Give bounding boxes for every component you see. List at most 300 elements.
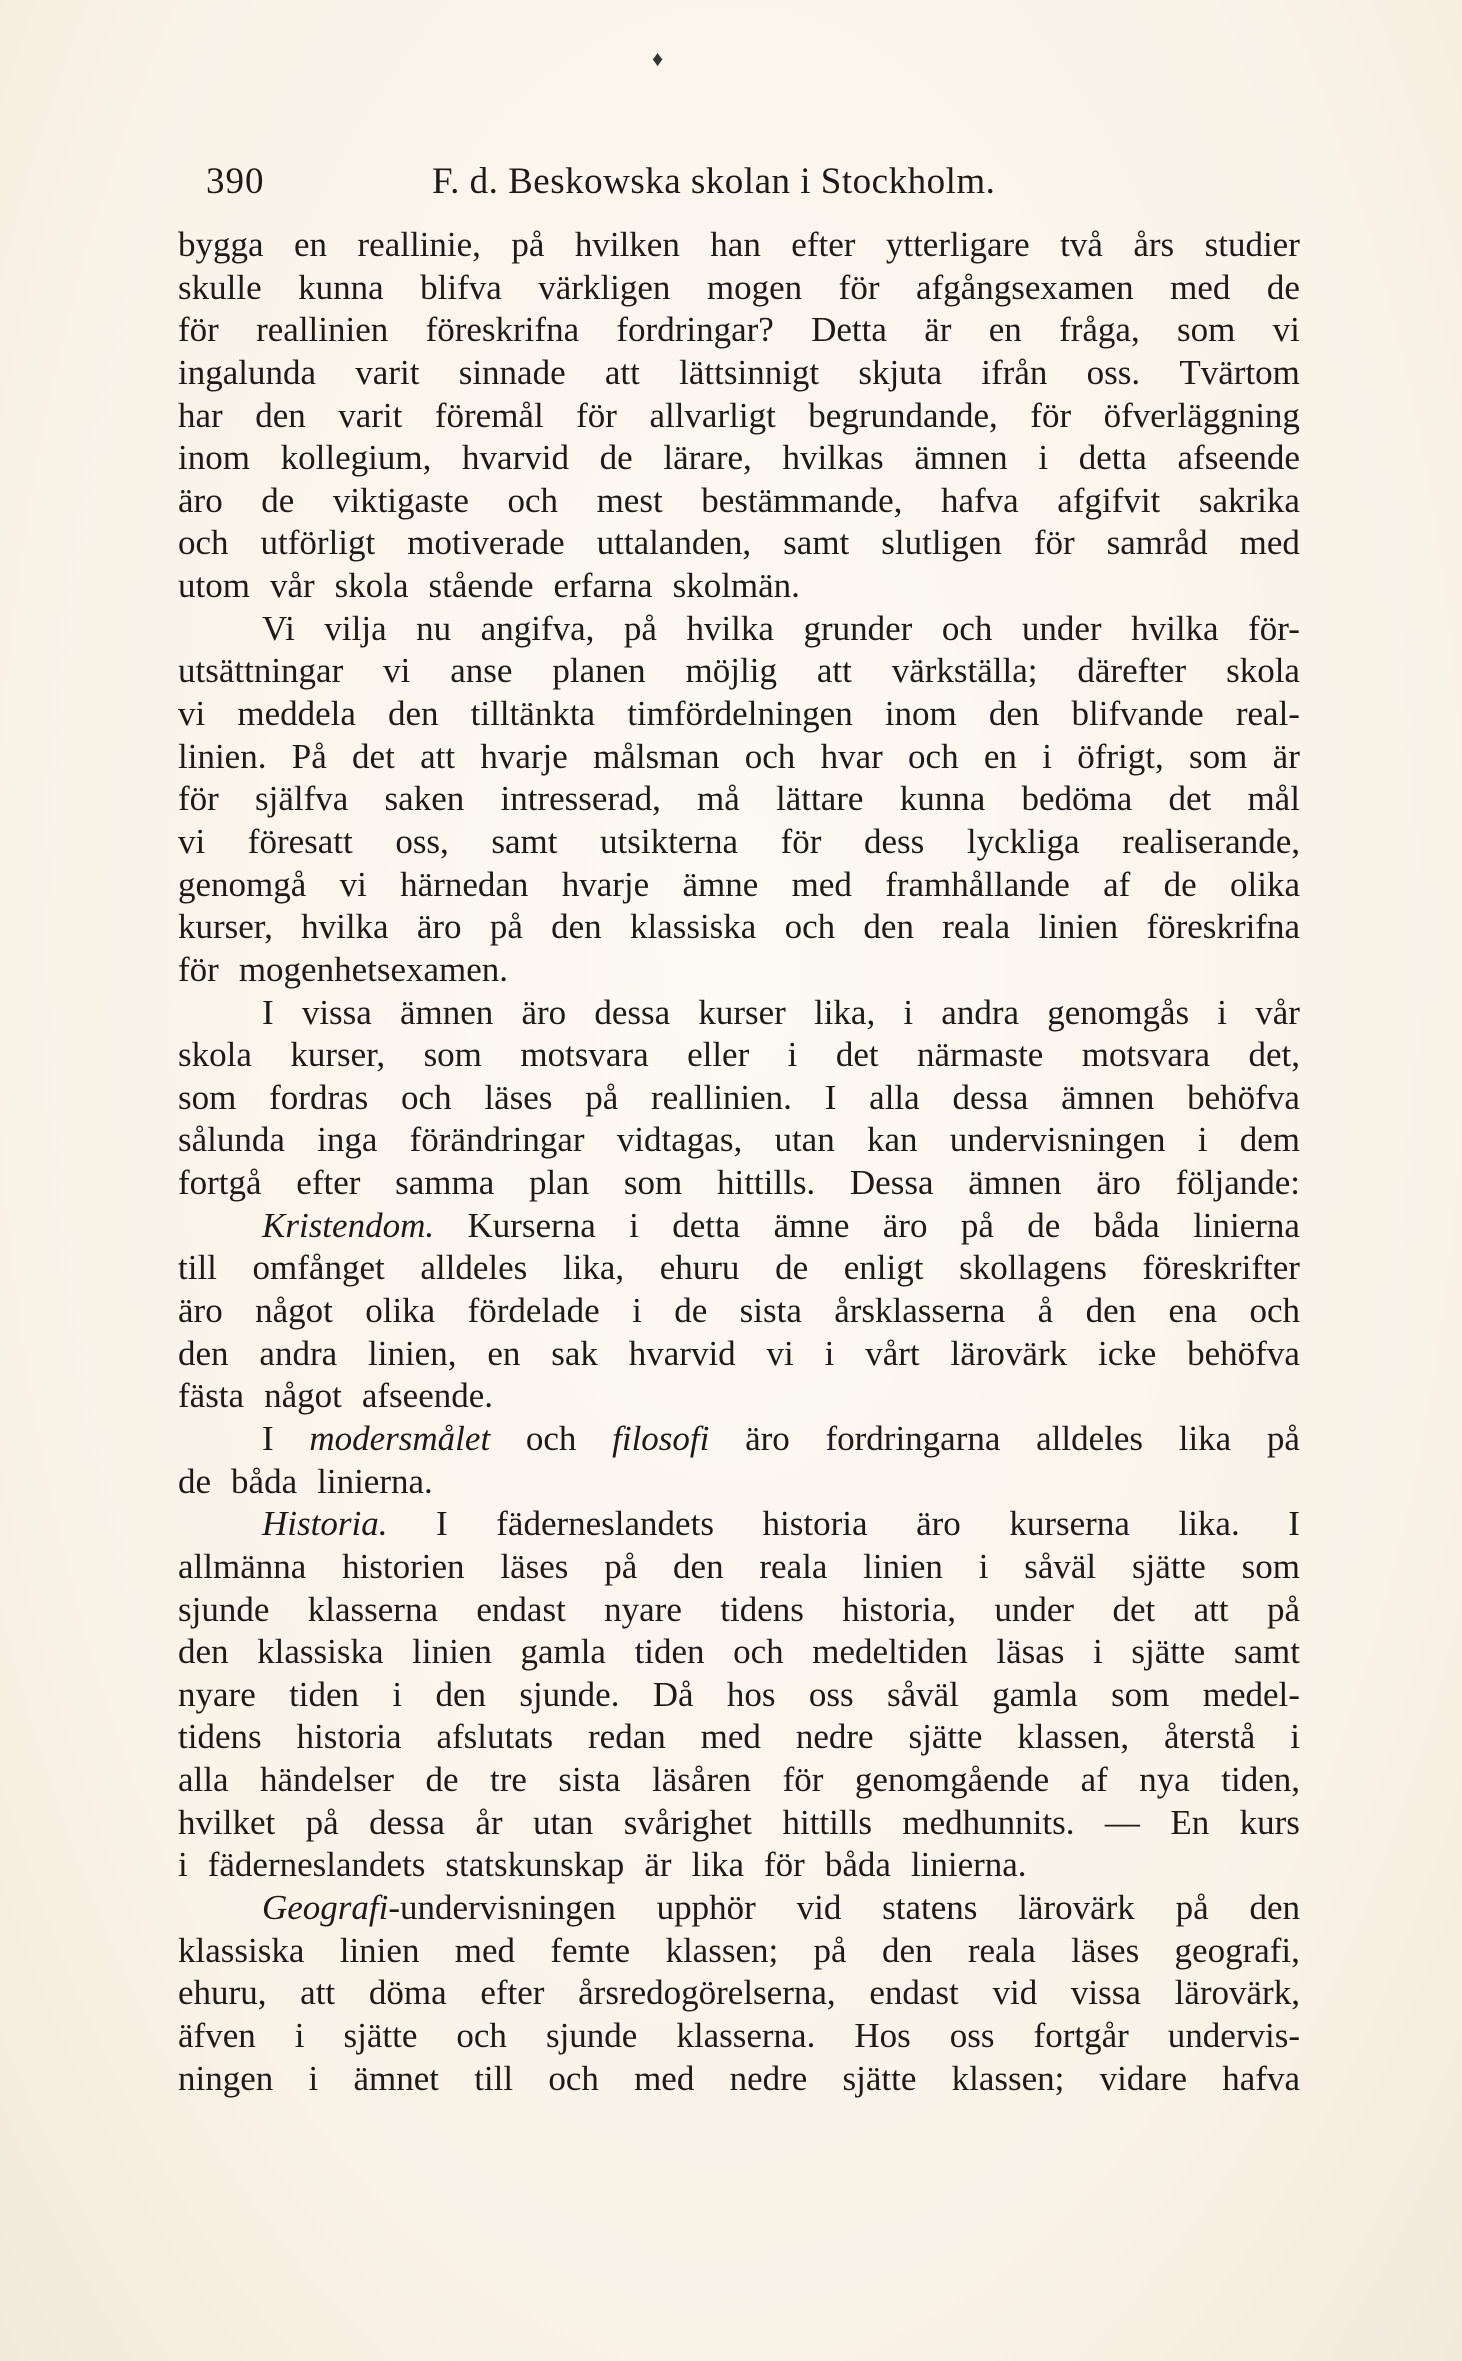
text-segment: bestämmande,: [701, 480, 903, 520]
text-segment: hvilka: [301, 907, 389, 947]
word: [417, 906, 462, 949]
text-segment: blifvande: [1071, 694, 1204, 734]
word: [844, 1247, 924, 1290]
word: [1077, 650, 1186, 693]
text-segment: på: [489, 907, 523, 947]
word: [1059, 309, 1140, 352]
word: [340, 864, 367, 907]
word: [858, 352, 942, 395]
text-segment: i: [978, 1546, 989, 1586]
word: [500, 1546, 568, 1589]
text-segment: och: [178, 523, 229, 563]
word: [1194, 1589, 1229, 1632]
text-segment: och: [507, 480, 559, 520]
word: [979, 1546, 989, 1589]
word: [672, 1205, 740, 1248]
word: [297, 1716, 402, 1759]
text-segment: vissa: [1070, 1973, 1141, 2013]
word: [814, 1930, 847, 1973]
word: [178, 821, 205, 864]
word: [178, 1631, 229, 1674]
word: [892, 650, 1038, 693]
text-segment: lärovärk: [950, 1333, 1068, 1373]
text-line: [178, 267, 1300, 310]
word: [916, 1503, 961, 1546]
word: [1060, 224, 1103, 267]
word: [178, 949, 229, 992]
word: [630, 906, 756, 949]
text-segment: som: [1111, 1674, 1170, 1714]
text-segment: sista: [558, 1760, 621, 1800]
word: [295, 2015, 305, 2058]
text-segment: oss: [808, 1674, 854, 1714]
text-segment: närmaste: [917, 1035, 1044, 1075]
word: [420, 736, 455, 779]
word: [562, 864, 649, 907]
text-segment: reallinien.: [651, 1077, 792, 1117]
word: [984, 736, 1017, 779]
word: [783, 1759, 824, 1802]
word: [178, 437, 250, 480]
text-segment: fäderneslandets: [496, 1504, 714, 1544]
text-segment: mogenhetsexamen.: [238, 949, 509, 989]
text-segment: medel-: [1202, 1674, 1300, 1714]
text-segment: vi: [1272, 310, 1300, 350]
word: [653, 1674, 694, 1717]
word: [1104, 395, 1300, 438]
text-segment: ytterligare: [885, 225, 1030, 264]
word: [1177, 309, 1235, 352]
word: [563, 1247, 624, 1290]
text-segment: målsman: [593, 736, 720, 776]
text-segment: att: [420, 736, 456, 776]
word: [764, 1844, 815, 1887]
word: [554, 565, 663, 608]
text-segment: utan: [533, 1802, 594, 1842]
text-segment: -undervisningen: [388, 1887, 616, 1927]
text-segment: enligt: [843, 1248, 924, 1288]
text-segment: efter: [480, 1973, 545, 2013]
word: [576, 395, 617, 438]
text-segment: kollegium,: [280, 438, 432, 478]
text-line: [178, 1247, 1300, 1290]
text-line: [178, 395, 1300, 438]
text-line: [178, 949, 1300, 992]
text-segment: såväl: [886, 1674, 959, 1714]
print-mark: ♦: [652, 46, 664, 71]
text-segment: därefter: [1077, 651, 1187, 691]
text-line: [178, 1546, 1300, 1589]
word: [1096, 1162, 1141, 1205]
word: [952, 1077, 1028, 1120]
text-segment: lika: [691, 1845, 744, 1885]
word: [792, 864, 852, 907]
text-segment: reallinie,: [357, 225, 481, 264]
word: [1018, 1887, 1135, 1930]
word: [941, 480, 1019, 523]
word: [811, 309, 887, 352]
word: [629, 1205, 639, 1248]
text-segment: på: [305, 1802, 339, 1842]
word: [178, 1716, 262, 1759]
text-segment: sista: [739, 1291, 802, 1331]
word: [825, 1418, 1000, 1461]
text-segment: gamla: [992, 1674, 1078, 1714]
word: [1086, 1290, 1137, 1333]
text-segment: äro: [882, 1205, 928, 1245]
text-segment: äro: [416, 907, 462, 947]
text-segment: allvarligt: [649, 395, 776, 435]
text-line: [178, 864, 1300, 907]
word: [178, 1972, 266, 2015]
text-segment: något: [255, 1291, 333, 1331]
text-segment: tiden: [289, 1674, 360, 1714]
text-segment: i: [1197, 1120, 1208, 1160]
text-segment: afgångsexamen: [915, 267, 1134, 307]
text-segment: lyckliga: [966, 821, 1080, 861]
text-segment: plan: [528, 1163, 590, 1203]
text-segment: på: [1266, 1589, 1300, 1629]
word: [1036, 1418, 1143, 1461]
word: [1082, 1034, 1210, 1077]
text-segment: skollagens: [959, 1248, 1107, 1288]
text-segment: undervis-: [1167, 2015, 1300, 2055]
word: [264, 1375, 352, 1418]
text-segment: döma: [368, 1973, 447, 2013]
text-line: [178, 1077, 1300, 1120]
text-segment: sinnade: [458, 352, 566, 392]
word: [788, 1034, 798, 1077]
word: [317, 1119, 377, 1162]
text-segment: hvar: [820, 736, 883, 776]
word: [1071, 1930, 1139, 1973]
word: [178, 1247, 217, 1290]
word: [1030, 395, 1071, 438]
text-segment: för: [764, 1845, 805, 1885]
word: [604, 1546, 637, 1589]
word: [260, 1759, 394, 1802]
word: [686, 650, 777, 693]
word: [657, 1887, 756, 1930]
text-segment: på: [623, 608, 657, 648]
word: [178, 1674, 256, 1717]
word: [814, 992, 875, 1035]
word: [178, 565, 260, 608]
word: [1131, 1631, 1205, 1674]
text-segment: med: [1239, 523, 1300, 563]
text-segment: undervisningen: [949, 1120, 1166, 1160]
text-line: [178, 1674, 1300, 1717]
word: [302, 992, 372, 1035]
text-line: [178, 565, 1300, 608]
word: [1187, 1333, 1300, 1376]
word: [673, 565, 810, 608]
text-segment: värkligen: [538, 267, 671, 307]
text-segment: som: [1241, 1546, 1300, 1586]
text-segment: i: [903, 992, 914, 1032]
text-segment: kurser,: [178, 907, 273, 947]
word: [300, 1972, 335, 2015]
word: [529, 1162, 589, 1205]
text-segment: historia,: [842, 1589, 956, 1629]
word: [740, 1290, 802, 1333]
text-segment: På: [291, 736, 327, 776]
text-segment: Tvärtom: [1179, 352, 1300, 392]
word: [1009, 1503, 1130, 1546]
text-segment: lika.: [1178, 1504, 1240, 1544]
word: [767, 1333, 794, 1376]
text-line: [178, 1589, 1300, 1632]
text-line: [178, 736, 1300, 779]
text-segment: ämne: [773, 1205, 850, 1245]
text-segment: ehuru: [659, 1248, 740, 1288]
word: [886, 224, 1030, 267]
word: [825, 1844, 901, 1887]
word: [616, 309, 773, 352]
text-segment: anse: [450, 651, 513, 691]
word: [1112, 1589, 1155, 1632]
word: [745, 736, 796, 779]
emphasized-text: Historia.: [262, 1504, 388, 1544]
text-segment: hvarje: [480, 736, 568, 776]
word: [410, 1119, 585, 1162]
word: [178, 1844, 198, 1887]
text-segment: sjunde: [178, 1589, 270, 1629]
text-segment: med: [1170, 267, 1231, 307]
text-segment: äfven: [178, 2015, 256, 2055]
word: [208, 1844, 436, 1887]
text-segment: linien: [339, 1930, 420, 1970]
text-segment: vi: [178, 694, 206, 734]
text-segment: båda: [824, 1845, 891, 1885]
text-segment: under: [1021, 608, 1102, 648]
word: [775, 1247, 808, 1290]
word: [776, 778, 863, 821]
text-line: [178, 1972, 1300, 2015]
text-segment: klassiska: [257, 1632, 384, 1672]
word: [855, 1759, 1049, 1802]
text-segment: en: [983, 736, 1017, 776]
word: [785, 906, 836, 949]
text-segment: de: [1163, 864, 1197, 904]
word: [867, 1119, 918, 1162]
text-segment: klassen;: [951, 2058, 1065, 2098]
word: [426, 1759, 459, 1802]
word: [797, 1887, 842, 1930]
text-segment: och: [456, 2015, 507, 2055]
word: [248, 821, 353, 864]
text-segment: den: [863, 907, 914, 947]
word: [733, 1631, 784, 1674]
text-segment: händelser: [259, 1760, 395, 1800]
text-segment: utom: [178, 566, 250, 606]
text-segment: reala: [759, 1546, 828, 1586]
text-segment: afseende: [1177, 438, 1300, 478]
text-segment: som: [178, 1077, 237, 1117]
text-segment: framhållande: [885, 864, 1070, 904]
text-segment: —: [1104, 1802, 1140, 1842]
word: [552, 650, 645, 693]
word: [942, 906, 1010, 949]
text-segment: föreskrifter: [1142, 1248, 1300, 1288]
word: [843, 2058, 917, 2101]
word: [989, 309, 1022, 352]
text-segment: på: [813, 1930, 847, 1970]
text-segment: hvarvid: [462, 438, 569, 478]
text-segment: med: [700, 1717, 761, 1757]
text-segment: mål: [1247, 779, 1300, 819]
word: [548, 2058, 599, 2101]
text-segment: tidens: [178, 1717, 262, 1757]
word: [1240, 522, 1300, 565]
text-segment: klassiska: [629, 907, 757, 947]
text-segment: fordras: [269, 1077, 369, 1117]
word: [679, 352, 819, 395]
word: [178, 650, 343, 693]
text-segment: för: [780, 821, 822, 861]
text-segment: att: [300, 1973, 336, 2013]
word: [597, 522, 752, 565]
text-segment: linierna.: [317, 1461, 433, 1501]
text-segment: båda: [231, 1461, 298, 1501]
text-segment: den: [881, 1930, 933, 1970]
emphasized-text: Kristendom.: [262, 1205, 435, 1245]
word: [1168, 2015, 1300, 2058]
text-segment: återstå: [1164, 1717, 1256, 1757]
word: [178, 1546, 306, 1589]
word: [950, 2015, 995, 2058]
word: [578, 1972, 836, 2015]
word: [1267, 1589, 1300, 1632]
text-segment: ämnen: [968, 1163, 1062, 1203]
text-segment: sakrika: [1198, 480, 1300, 520]
text-segment: vid: [796, 1887, 842, 1927]
word: [720, 1589, 804, 1632]
text-segment: samt: [491, 821, 558, 861]
word: [1057, 480, 1160, 523]
text-segment: på: [1266, 1418, 1300, 1458]
text-segment: grunder: [803, 608, 913, 648]
text-segment: kurserna: [1009, 1504, 1130, 1544]
text-line: [178, 1930, 1300, 1973]
text-segment: den: [178, 1632, 229, 1672]
word: [1027, 1205, 1060, 1248]
text-segment: nedre: [795, 1717, 874, 1757]
text-segment: som: [1189, 736, 1248, 776]
text-segment: I: [824, 1077, 837, 1117]
word: [1047, 992, 1189, 1035]
word: [368, 1333, 456, 1376]
word: [624, 1802, 752, 1845]
word: [262, 1418, 274, 1461]
word: [701, 1716, 761, 1759]
word: [178, 1461, 221, 1504]
word: [178, 2058, 273, 2101]
text-segment: den: [388, 694, 439, 734]
text-segment: efter: [791, 225, 856, 264]
text-line: [178, 1887, 1300, 1930]
word: [178, 1589, 269, 1632]
text-segment: begrundande,: [808, 395, 998, 435]
text-line: [178, 906, 1300, 949]
word: [1077, 736, 1164, 779]
word: [1107, 522, 1208, 565]
text-segment: afgifvit: [1057, 480, 1161, 520]
text-segment: linien: [1038, 907, 1119, 947]
text-segment: sjätte: [343, 2015, 418, 2055]
text-segment: utsättningar: [178, 651, 344, 691]
text-segment: kunna: [298, 267, 384, 307]
text-segment: Då: [652, 1674, 694, 1714]
word: [1170, 1802, 1209, 1845]
word: [239, 949, 518, 992]
text-segment: samma: [395, 1163, 495, 1203]
word: [632, 1290, 642, 1333]
word: [1103, 864, 1130, 907]
text-segment: gamla: [520, 1632, 606, 1672]
word: [456, 2015, 507, 2058]
text-segment: den: [673, 1546, 724, 1586]
word: [911, 1844, 1037, 1887]
word: [1139, 1759, 1190, 1802]
text-segment: sjunde.: [519, 1674, 620, 1714]
word: [850, 1162, 934, 1205]
text-segment: läses: [500, 1546, 569, 1586]
text-segment: motsvara: [520, 1035, 649, 1075]
word: [782, 1802, 871, 1845]
text-segment: är: [644, 1845, 672, 1885]
word: [600, 821, 738, 864]
word: [178, 1759, 229, 1802]
word: [407, 522, 564, 565]
word: [289, 1674, 359, 1717]
word: [526, 1418, 577, 1461]
word: [774, 1119, 834, 1162]
text-segment: för: [1033, 523, 1075, 563]
text-segment: behöfva: [1187, 1077, 1300, 1117]
word: [686, 608, 773, 651]
page-number: 390: [206, 161, 265, 202]
text-line: [178, 480, 1300, 523]
word: [652, 1759, 751, 1802]
word: [468, 1290, 600, 1333]
text-segment: Dessa: [849, 1163, 934, 1203]
word: [914, 437, 1007, 480]
text-segment: I: [262, 1418, 274, 1458]
text-segment: En: [1170, 1802, 1210, 1842]
word: [178, 906, 273, 949]
word: [698, 992, 785, 1035]
text-segment: han: [710, 225, 761, 264]
text-segment: värkställa;: [891, 651, 1038, 691]
text-segment: sjätte: [1131, 1632, 1206, 1672]
word: [1178, 437, 1300, 480]
word: [178, 1162, 262, 1205]
text-segment: vi: [339, 864, 367, 904]
text-segment: historien: [342, 1546, 465, 1586]
text-segment: äro: [1096, 1163, 1141, 1203]
text-segment: lika: [1178, 1418, 1232, 1458]
text-segment: alldeles: [1036, 1418, 1144, 1458]
text-segment: skolmän.: [672, 566, 800, 606]
word: [1100, 2058, 1187, 2101]
text-segment: samt: [1233, 1632, 1300, 1672]
text-segment: hittills.: [716, 1163, 816, 1203]
word: [178, 267, 262, 310]
word: [533, 1802, 593, 1845]
word: [491, 821, 557, 864]
word: [597, 480, 663, 523]
